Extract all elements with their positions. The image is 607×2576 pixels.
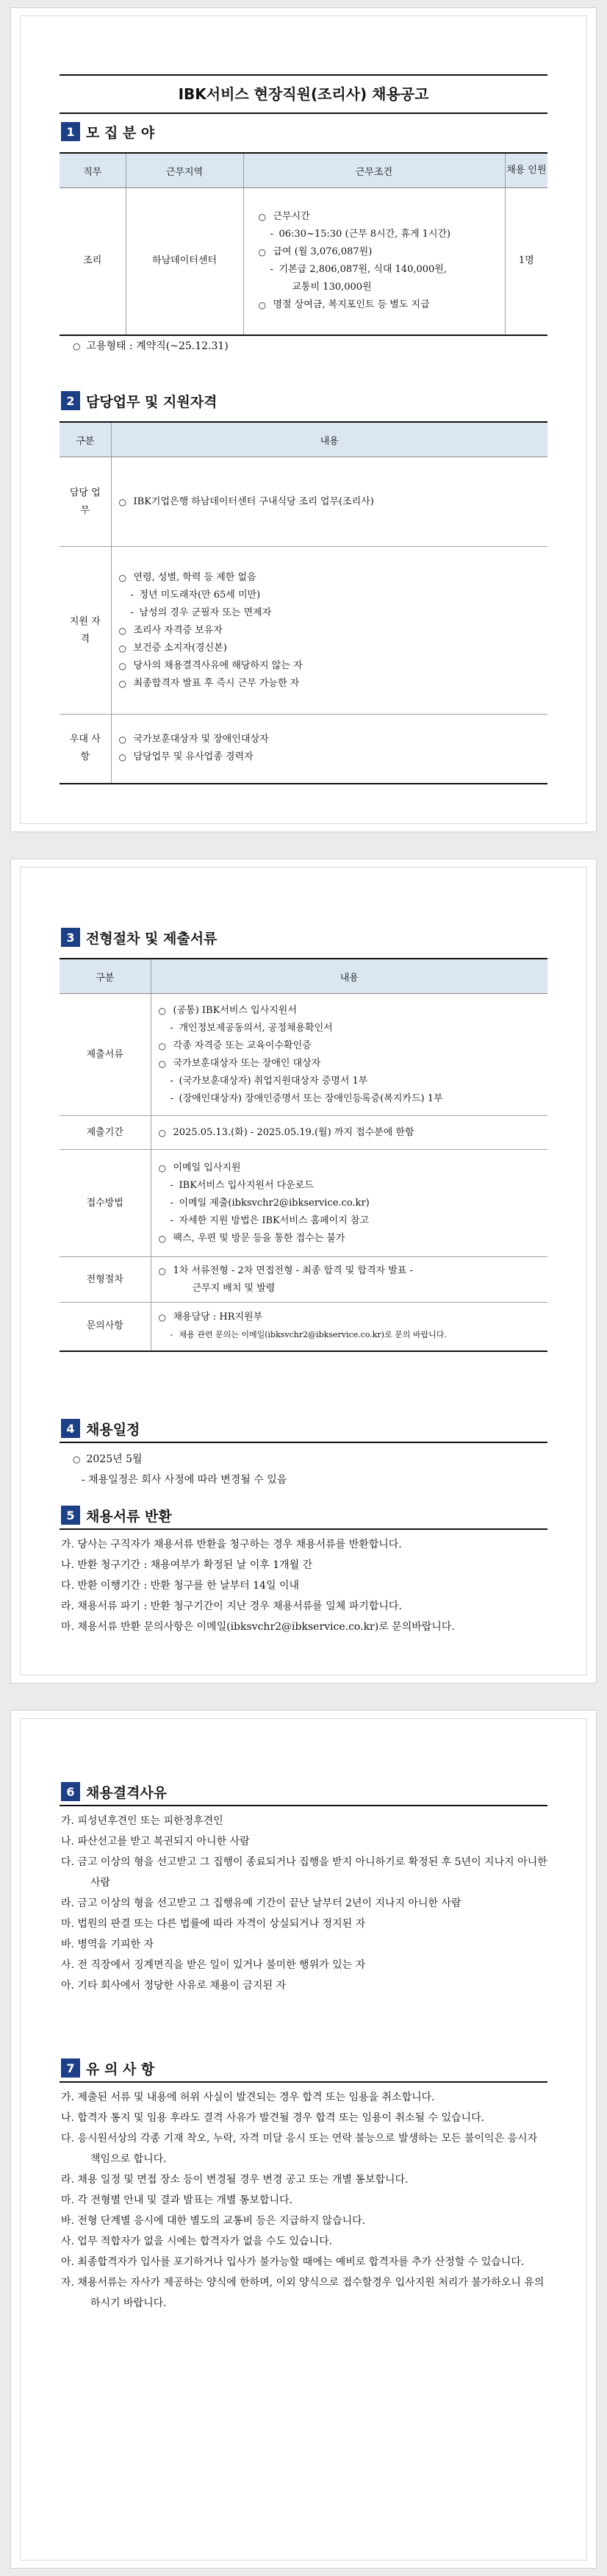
section-rule xyxy=(60,1528,547,1530)
row-content xyxy=(151,1116,547,1150)
bullet-item: ○ 당사의 채용결격사유에 해당하지 않는 자 xyxy=(119,657,541,675)
list-item: 나. 파산선고를 받고 복권되지 아니한 사람 xyxy=(61,1836,250,1847)
bullet-item: ○ 국가보훈대상자 또는 장애인 대상자 xyxy=(159,1055,541,1073)
row-label: 접수방법 xyxy=(60,1150,151,1257)
region-cell: 하남데이터센터 xyxy=(126,188,243,335)
sub-item: - 기본급 2,806,087원, 식대 140,000원, xyxy=(259,261,498,279)
schedule-date: 2025년 5월 xyxy=(86,1453,143,1465)
notice-title: IBK서비스 현장직원(조리사) 채용공고 xyxy=(60,74,547,114)
section-number-badge: 1 xyxy=(61,122,80,141)
list-item: 다. 금고 이상의 형을 선고받고 그 집행이 종료되거나 집행을 받지 아니하기로 확정된 후 5년이 지나지 아니한 사람 xyxy=(61,1856,547,1889)
row-items xyxy=(119,569,541,693)
column-header: 직무 xyxy=(60,153,126,188)
bullet-item: ○ 보건증 소지자(경신본) xyxy=(119,640,541,657)
section-7-heading xyxy=(61,2058,154,2078)
recruit-table xyxy=(60,152,547,336)
section-number-badge: 6 xyxy=(61,1782,80,1801)
section-1-heading xyxy=(61,121,154,142)
list-item: 라. 채용 일정 및 면접 장소 등이 변경될 경우 변경 공고 또는 개별 통보합니다. xyxy=(61,2174,409,2186)
sub-item: - 이메일 제출(ibksvchr2@ibkservice.co.kr) xyxy=(159,1195,541,1212)
employment-type: ○ 고용형태 : 계약직(~25.12.31) xyxy=(73,340,229,352)
sub-item: - IBK서비스 입사지원서 다운로드 xyxy=(159,1177,541,1195)
section-2-heading xyxy=(61,390,217,411)
page-2 xyxy=(10,859,597,1684)
row-items xyxy=(159,1159,541,1248)
row-label: 우대 사항 xyxy=(60,715,111,784)
bullet-item: ○ 각종 자격증 또는 교육이수확인증 xyxy=(159,1037,541,1055)
schedule-note: - 채용일정은 회사 사정에 따라 변경될 수 있음 xyxy=(82,1474,287,1486)
job-cell: 조리 xyxy=(60,188,126,335)
section-title: 채용서류 반환 xyxy=(86,1508,172,1525)
list-item: 나. 합격자 통지 및 임용 후라도 결격 사유가 발견될 경우 합격 또는 임용이 취소될 수 있습니다. xyxy=(61,2112,485,2124)
disqualifications-list xyxy=(61,1811,549,1996)
column-header: 내용 xyxy=(151,959,547,994)
list-item: 아. 기타 회사에서 정당한 사유로 채용이 금지된 자 xyxy=(61,1980,287,1992)
list-item: 라. 채용서류 파기 : 반환 청구기간이 지난 경우 채용서류를 일체 파기합니다. xyxy=(61,1600,402,1612)
row-content xyxy=(151,1303,547,1351)
row-items xyxy=(159,1002,541,1108)
bullet-item: ○ 팩스, 우편 및 방문 등을 통한 접수는 불가 xyxy=(159,1230,541,1248)
section-number-badge: 2 xyxy=(61,391,80,410)
column-header: 구분 xyxy=(60,422,111,457)
sub-item: - 정년 미도래자(만 65세 미만) xyxy=(119,587,541,604)
bullet-item: ○ (공통) IBK서비스 입사지원서 xyxy=(159,1002,541,1020)
list-item: 마. 각 전형별 안내 및 결과 발표는 개별 통보합니다. xyxy=(61,2194,292,2206)
bullet-item: ○ 급여 (월 3,076,087원) xyxy=(259,243,498,261)
row-content xyxy=(151,994,547,1116)
duty-table xyxy=(60,421,547,784)
row-content xyxy=(111,547,547,715)
process-table xyxy=(60,958,547,1352)
section-number-badge: 7 xyxy=(61,2058,80,2078)
section-title: 담당업무 및 지원자격 xyxy=(86,393,218,410)
row-label: 제출서류 xyxy=(60,994,151,1116)
list-item: 마. 법원의 판결 또는 다른 법률에 따라 자격이 상실되거나 정지된 자 xyxy=(61,1918,366,1930)
section-title: 채용결격사유 xyxy=(86,1784,168,1801)
row-label: 제출기간 xyxy=(60,1116,151,1150)
row-items xyxy=(119,493,541,511)
bullet-item: ○ 이메일 입사지원 xyxy=(159,1159,541,1177)
column-header: 구분 xyxy=(60,959,151,994)
row-label: 담당 업무 xyxy=(60,457,111,547)
section-number-badge: 5 xyxy=(61,1506,80,1525)
section-number-badge: 3 xyxy=(61,928,80,947)
column-header: 근무조건 xyxy=(243,153,505,188)
employment-type-text: 고용형태 : 계약직(~25.12.31) xyxy=(86,340,229,352)
section-5-heading xyxy=(61,1505,172,1525)
sub-item: - 자세한 지원 방법은 IBK서비스 홈페이지 참고 xyxy=(159,1212,541,1230)
list-item: 사. 업무 적합자가 없을 시에는 합격자가 없을 수도 있습니다. xyxy=(61,2236,333,2247)
column-header: 채용 인원 xyxy=(505,153,547,188)
section-rule xyxy=(60,1442,547,1443)
list-item: 바. 병역을 기피한 자 xyxy=(61,1939,154,1950)
row-label: 문의사항 xyxy=(60,1303,151,1351)
section-title: 채용일정 xyxy=(86,1421,140,1438)
section-3-heading xyxy=(61,927,217,948)
bullet-item: ○ 2025.05.13.(화) - 2025.05.19.(월) 까지 접수분에 한함 xyxy=(159,1124,541,1142)
conditions-list xyxy=(259,208,498,314)
column-header: 근무지역 xyxy=(126,153,243,188)
row-items xyxy=(119,731,541,766)
sub-item: - 남성의 경우 군필자 또는 면제자 xyxy=(119,604,541,622)
sub-item: 근무지 배치 및 발령 xyxy=(192,1282,276,1294)
row-content xyxy=(151,1257,547,1303)
list-item: 라. 금고 이상의 형을 선고받고 그 집행유예 기간이 끝난 날부터 2년이 지나지 아니한 사람 xyxy=(61,1897,461,1909)
section-title: 유 의 사 항 xyxy=(86,2061,155,2078)
bullet-item: ○ 국가보훈대상자 및 장애인대상자 xyxy=(119,731,541,748)
bullet-item: ○ 채용담당 : HR지원부 xyxy=(159,1309,541,1326)
return-docs-list xyxy=(61,1534,549,1637)
row-label: 지원 자격 xyxy=(60,547,111,715)
conditions-cell xyxy=(243,188,505,335)
list-item: 사. 전 직장에서 징계면직을 받은 일이 있거나 불미한 행위가 있는 자 xyxy=(61,1959,366,1971)
list-item: 가. 제출된 서류 및 내용에 허위 사실이 발견되는 경우 합격 또는 임용을 취소합니다. xyxy=(61,2092,435,2103)
sub-item: - (장애인대상자) 장애인증명서 또는 장애인등록증(복지카드) 1부 xyxy=(159,1090,541,1108)
bullet-item: ○ 담당업무 및 유사업종 경력자 xyxy=(119,748,541,766)
row-content xyxy=(151,1150,547,1257)
row-content xyxy=(111,715,547,784)
row-content xyxy=(111,457,547,547)
bullet-item: ○ 1차 서류전형 - 2차 면접전형 - 최종 합격 및 합격자 발표 - xyxy=(159,1262,541,1280)
schedule-block: ○ 2025년 5월 - 채용일정은 회사 사정에 따라 변경될 수 있음 xyxy=(73,1449,561,1490)
bullet-item: ○ 연령, 성별, 학력 등 제한 없음 xyxy=(119,569,541,587)
page-3 xyxy=(10,1710,597,2569)
row-items xyxy=(159,1262,541,1298)
sub-item: - 개인정보제공동의서, 공정채용확인서 xyxy=(159,1020,541,1037)
list-item: 아. 최종합격자가 입사를 포기하거나 입사가 불가능할 때에는 예비로 합격자를 추가 산정할 수 있습니다. xyxy=(61,2256,525,2268)
section-rule xyxy=(60,2081,547,2083)
row-items xyxy=(159,1124,541,1142)
bullet-item: ○ 명절 상여금, 복지포인트 등 별도 지급 xyxy=(259,296,498,314)
section-4-heading xyxy=(61,1418,140,1439)
list-item: 나. 반환 청구기간 : 채용여부가 확정된 날 이후 1개월 간 xyxy=(61,1559,313,1571)
sub-item: - (국가보훈대상자) 취업지원대상자 증명서 1부 xyxy=(159,1073,541,1090)
row-items xyxy=(159,1309,541,1344)
section-rule xyxy=(60,1805,547,1806)
page-1 xyxy=(10,7,597,832)
bullet-item: ○ 조리사 자격증 보유자 xyxy=(119,622,541,640)
list-item: 마. 채용서류 반환 문의사항은 이메일(ibksvchr2@ibkservice.co.kr)로 문의바랍니다. xyxy=(61,1621,455,1633)
list-item: 바. 전형 단계별 응시에 대한 별도의 교통비 등은 지급하지 않습니다. xyxy=(61,2215,366,2227)
section-title: 전형절차 및 제출서류 xyxy=(86,930,218,947)
sub-item: 교통비 130,000원 xyxy=(292,282,372,293)
list-item: 가. 피성년후견인 또는 피한정후견인 xyxy=(61,1815,223,1827)
list-item: 다. 반환 이행기간 : 반환 청구를 한 날부터 14일 이내 xyxy=(61,1580,299,1592)
bullet-item: ○ IBK기업은행 하남데이터센터 구내식당 조리 업무(조리사) xyxy=(119,493,541,511)
section-title: 모 집 분 야 xyxy=(86,124,155,141)
sub-item: - 06:30~15:30 (근무 8시간, 휴게 1시간) xyxy=(259,226,498,243)
column-header: 내용 xyxy=(111,422,547,457)
bullet-item: ○ 근무시간 xyxy=(259,208,498,226)
sub-item: - 채용 관련 문의는 이메일(ibksvchr2@ibkservice.co.kr)로 문의 바랍니다. xyxy=(159,1326,541,1344)
list-item: 가. 당사는 구직자가 채용서류 반환을 청구하는 경우 채용서류를 반환합니다. xyxy=(61,1539,402,1550)
list-item: 다. 응시원서상의 각종 기재 착오, 누락, 자격 미달 응시 또는 연락 불능으로 발생하는 모든 불이익은 응시자 책임으로 합니다. xyxy=(61,2133,538,2165)
section-6-heading xyxy=(61,1781,167,1802)
count-cell: 1명 xyxy=(505,188,547,335)
notes-list xyxy=(61,2087,549,2314)
section-number-badge: 4 xyxy=(61,1419,80,1438)
row-label: 전형절차 xyxy=(60,1257,151,1303)
bullet-item: ○ 최종합격자 발표 후 즉시 근무 가능한 자 xyxy=(119,675,541,693)
list-item: 자. 채용서류는 자사가 제공하는 양식에 한하며, 이외 양식으로 접수할경우 입사지원 처리가 불가하오니 유의하시기 바랍니다. xyxy=(61,2277,545,2309)
